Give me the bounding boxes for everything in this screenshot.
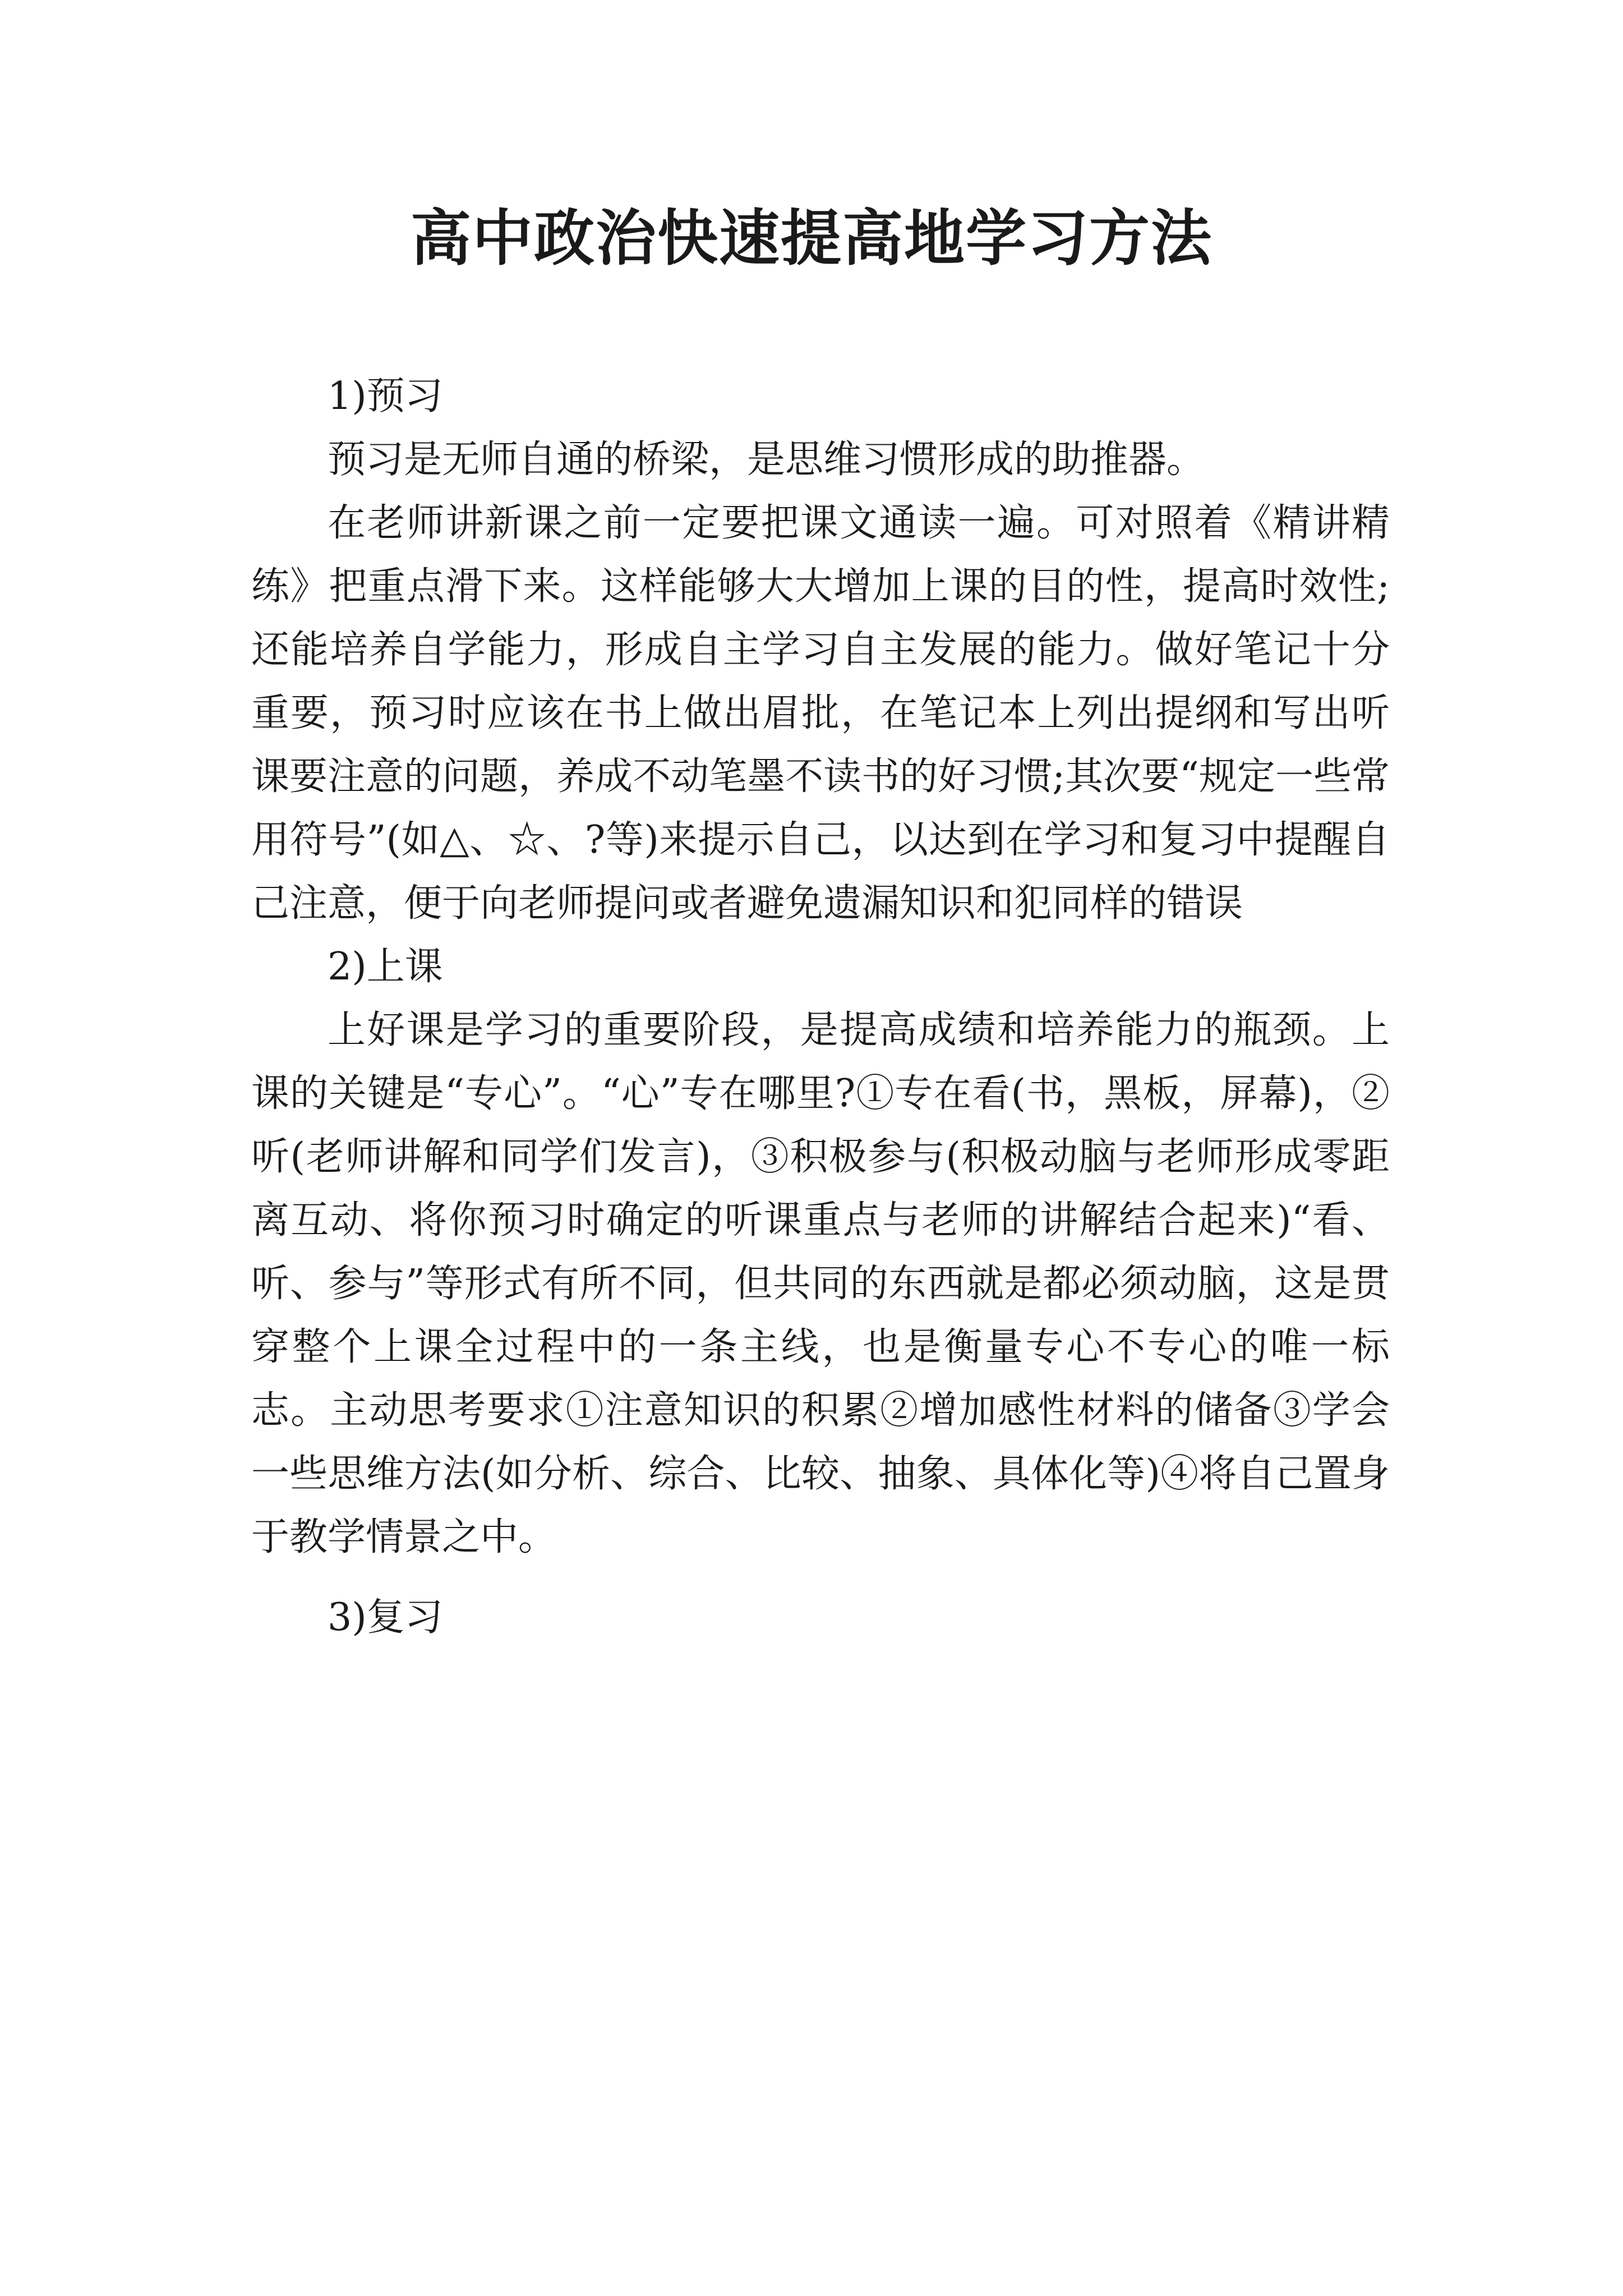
paragraph-preview-intro: 预习是无师自通的桥梁，是思维习惯形成的助推器。 [328,438,1205,482]
paragraph-class-detail: 上好课是学习的重要阶段，是提高成绩和培养能力的瓶颈。上课的关键是“专心”。“心”专在哪里?①专在看(书，黑板，屏幕)，②听(老师讲解和同学们发言)，③积极参与(积极动脑与老师形成零距离互动、将你预习时确定的听课重点与老师的讲解结合起来)“看、听、参与”等形式有所不同，但共同的东西就是都必须动脑，这是贯穿整个上课全过程中的一条主线，也是衡量专心不专心的唯一标志。主动思考要求①注意知识的积累②增加感性材料的储备③学会一些思维方法(如分析、综合、比较、抽象、具体化等)④将自己置身于教学情景之中。 [251,1008,1390,1559]
document-body [251,365,1390,1649]
section-heading-preview: 1)预习 [328,374,443,418]
document-title: 高中政治快速提高地学习方法 [410,203,1212,274]
paragraph-preview-detail: 在老师讲新课之前一定要把课文通读一遍。可对照着《精讲精练》把重点滑下来。这样能够大大增加上课的目的性，提高时效性;还能培养自学能力，形成自主学习自主发展的能力。做好笔记十分重要，预习时应该在书上做出眉批，在笔记本上列出提纲和写出听课要注意的问题，养成不动笔墨不读书的好习惯;其次要“规定一些常用符号”(如△、☆、?等)来提示自己，以达到在学习和复习中提醒自己注意，便于向老师提问或者避免遗漏知识和犯同样的错误 [251,501,1390,926]
section-heading-class: 2)上课 [328,945,443,989]
section-heading-review: 3)复习 [328,1595,443,1640]
